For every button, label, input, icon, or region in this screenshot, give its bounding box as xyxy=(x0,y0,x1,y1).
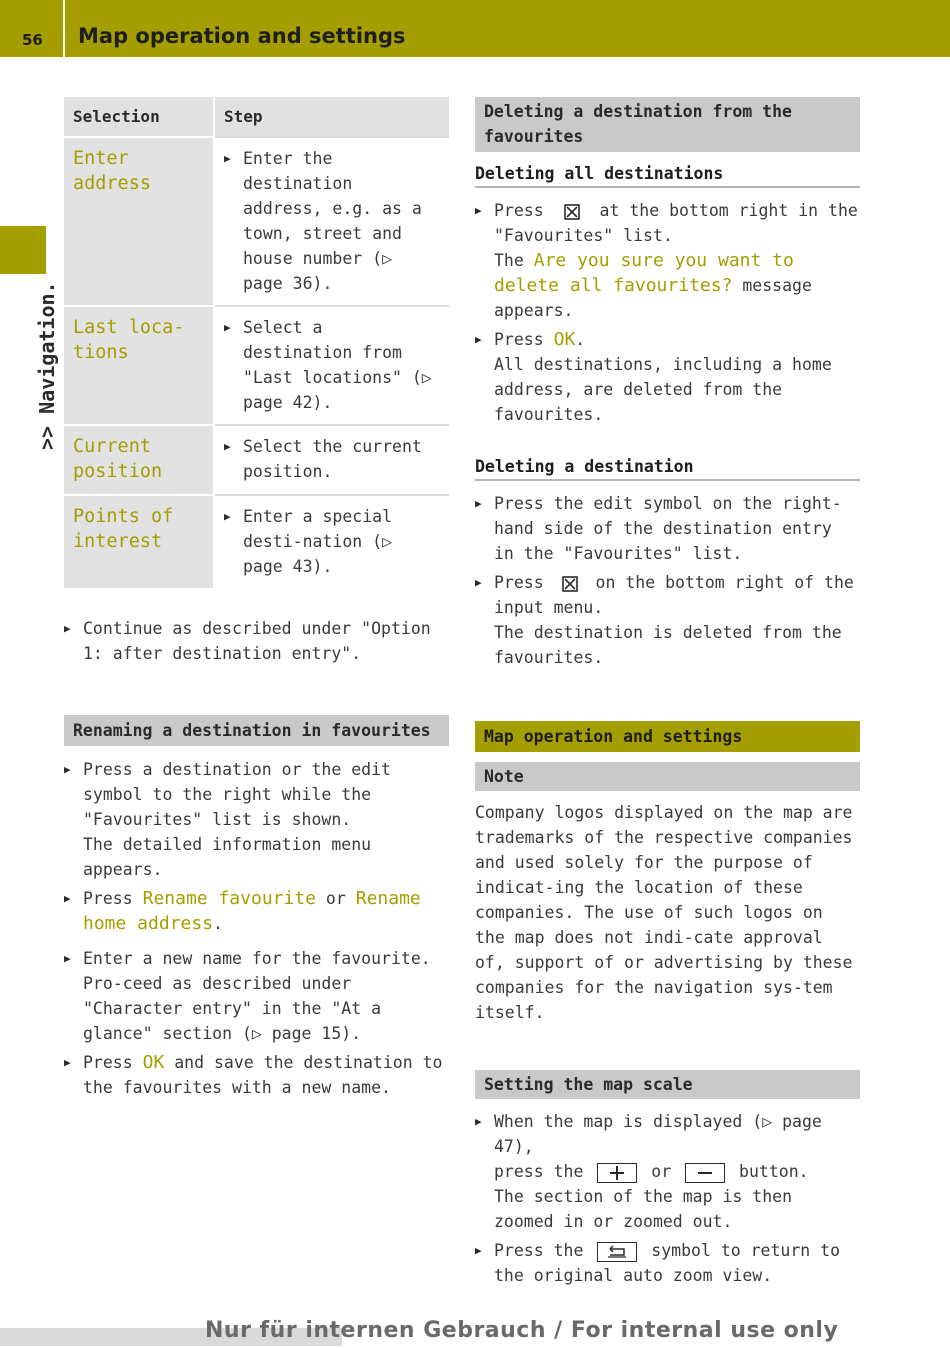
step-text: and save the destination to the favourites with a new name. xyxy=(83,1053,443,1097)
step-result: The section of the map is then zoomed in or zoomed out. xyxy=(494,1187,793,1231)
deleting-single-steps xyxy=(475,491,860,670)
step-text: button. xyxy=(739,1162,809,1181)
step-result: The detailed information menu appears. xyxy=(83,835,372,879)
step-result: message appears. xyxy=(494,276,812,320)
footer-watermark: Nur für internen Gebrauch / For internal use only xyxy=(205,1318,839,1343)
minus-icon xyxy=(685,1163,725,1183)
step-text: symbol to return to the original auto zoom view. xyxy=(494,1241,841,1285)
side-tab-label: >> Navigation. xyxy=(35,281,59,450)
step-text: Press the edit symbol on the right-hand side of the destination entry in the "Favourites" list. xyxy=(494,494,842,563)
step-text: Enter a new name for the favourite. Pro-ceed as described under "Character entry" in the "At a glance" section (▷ page 15). xyxy=(83,949,431,1043)
left-column xyxy=(64,97,449,1100)
step-text: Select a destination from "Last locations" (▷ page 42). xyxy=(243,318,432,412)
step-text: When the map is displayed (▷ page 47), xyxy=(494,1112,822,1156)
step-text: Press xyxy=(83,889,143,908)
renaming-heading: Renaming a destination in favourites xyxy=(64,715,449,746)
step-text: Press the xyxy=(494,1241,584,1260)
deleting-all-step-1 xyxy=(475,198,860,323)
deleting-all-subheading: Deleting all destinations xyxy=(475,164,860,188)
table-row xyxy=(64,306,449,425)
table-row xyxy=(64,425,449,495)
bullet-arrow-icon xyxy=(224,504,440,579)
deleting-single-step-1 xyxy=(475,491,860,566)
ok-label: OK xyxy=(553,329,576,350)
header-divider xyxy=(63,0,65,57)
rename-favourite-label: Rename favourite xyxy=(142,888,316,909)
bullet-arrow-icon xyxy=(224,315,440,415)
page-title: Map operation and settings xyxy=(78,24,406,48)
ok-label: OK xyxy=(142,1052,165,1073)
renaming-step-3 xyxy=(64,946,449,1046)
step-text: Press xyxy=(83,1053,143,1072)
step-text: or xyxy=(316,889,356,908)
bullet-arrow-icon xyxy=(224,434,440,484)
selection-table xyxy=(64,97,449,588)
step-text: on the bottom right of the input menu. xyxy=(494,573,854,617)
step-result: The xyxy=(494,251,534,270)
side-tab-marker xyxy=(0,226,46,274)
delete-all-icon xyxy=(562,576,578,592)
return-icon xyxy=(597,1242,637,1262)
step-result: The destination is deleted from the favourites. xyxy=(494,623,842,667)
bullet-arrow-icon xyxy=(224,146,440,296)
deleting-all-steps xyxy=(475,198,860,427)
scale-step-1 xyxy=(475,1109,860,1234)
note-heading: Note xyxy=(475,762,860,791)
selection-cell: Last loca-tions xyxy=(64,306,214,425)
step-cell xyxy=(214,306,449,425)
scale-heading: Setting the map scale xyxy=(475,1070,860,1099)
step-text: Press xyxy=(494,201,544,220)
table-row xyxy=(64,137,449,306)
page-number: 56 xyxy=(22,31,43,49)
renaming-step-1 xyxy=(64,757,449,882)
rename-home-address-label: Rename home address xyxy=(83,888,421,934)
selection-cell: Enter address xyxy=(64,137,214,306)
step-text: . xyxy=(213,914,223,933)
continue-step xyxy=(64,616,449,666)
renaming-step-2 xyxy=(64,886,449,936)
selection-cell: Points of interest xyxy=(64,495,214,588)
deleting-single-subheading: Deleting a destination xyxy=(475,457,860,481)
table-header-selection: Selection xyxy=(64,97,214,137)
confirm-message-label: Are you sure you want to delete all favourites? xyxy=(494,250,794,296)
step-text: Press xyxy=(494,573,544,592)
renaming-step-4 xyxy=(64,1050,449,1100)
step-text: . xyxy=(575,330,586,349)
map-section-heading: Map operation and settings xyxy=(475,721,860,752)
scale-step-2 xyxy=(475,1238,860,1288)
deleting-heading: Deleting a destination from the favourites xyxy=(475,97,860,152)
step-result: All destinations, including a home address, are deleted from the favourites. xyxy=(494,355,832,424)
step-text: at the bottom right in the "Favourites" list. xyxy=(494,201,858,245)
step-text: Press xyxy=(494,330,554,349)
step-text: or xyxy=(651,1162,672,1181)
right-column xyxy=(475,97,860,1288)
continue-text: Continue as described under "Option 1: after destination entry". xyxy=(83,619,431,663)
step-cell xyxy=(214,495,449,588)
step-text: Enter the destination address, e.g. as a town, street and house number (▷ page 36). xyxy=(243,149,422,293)
step-text: Select the current position. xyxy=(243,437,422,481)
table-row xyxy=(64,495,449,588)
selection-cell: Current position xyxy=(64,425,214,495)
step-text: press the xyxy=(494,1162,584,1181)
renaming-steps xyxy=(64,757,449,1100)
plus-icon xyxy=(597,1163,637,1183)
deleting-single-step-2 xyxy=(475,570,860,670)
delete-all-icon xyxy=(564,204,580,220)
step-cell xyxy=(214,137,449,306)
note-text: Company logos displayed on the map are trademarks of the respective companies and used solely for the purpose of indicat-ing the location of these companies. The use of such logos on the map does not indi-cate approval of, support of or advertising by these companies for the navigation sys-tem itself. xyxy=(475,803,853,1022)
table-header-step: Step xyxy=(214,97,449,137)
step-cell xyxy=(214,425,449,495)
step-text: Press a destination or the edit symbol to the right while the "Favourites" list is shown. xyxy=(83,760,391,829)
step-text: Enter a special desti-nation (▷ page 43). xyxy=(243,507,393,576)
scale-steps xyxy=(475,1109,860,1288)
deleting-all-step-2 xyxy=(475,327,860,427)
